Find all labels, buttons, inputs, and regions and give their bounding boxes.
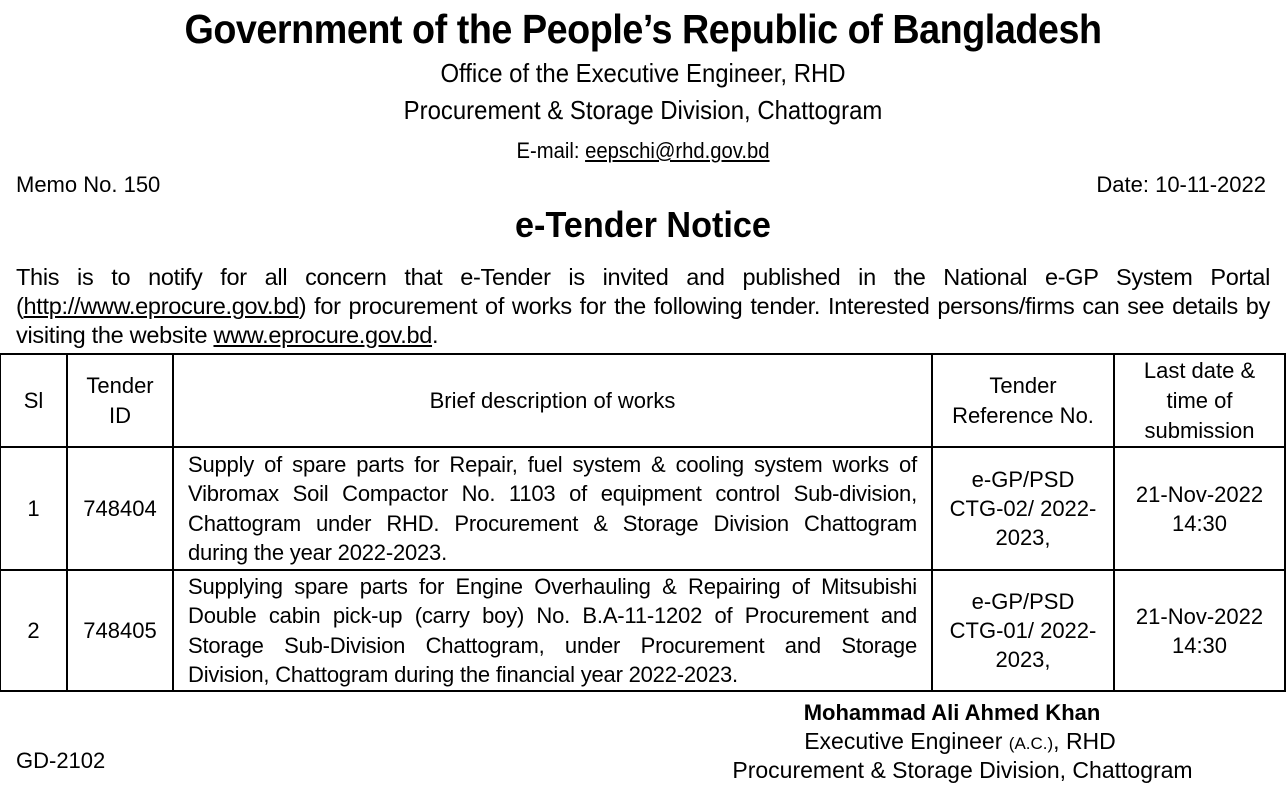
header-description: Brief description of works — [173, 354, 932, 447]
row-last-date: 21-Nov-2022 14:30 — [1114, 447, 1285, 570]
row-sl: 2 — [0, 570, 67, 691]
row-description: Supply of spare parts for Repair, fuel system & cooling system works of Vibromax Soil Compactor No. 1103 of equipment control Sub-division, Chattogram under RHD. Procurement & Storage Division Chattogram during the year 2022-2023. — [173, 447, 932, 570]
signatory-name: Mohammad Ali Ahmed Khan — [803, 700, 1101, 725]
header-reference: Tender Reference No. — [932, 354, 1114, 447]
row-reference: e-GP/PSD CTG-02/ 2022- 2023, — [932, 447, 1114, 570]
gd-number: GD-2102 — [16, 748, 106, 773]
row-description: Supplying spare parts for Engine Overhauling & Repairing of Mitsubishi Double cabin pick-up (carry boy) No. B.A-11-1202 of Procurement and Storage Sub-Division Chattogram, under Procurement and Storage Division, Chattogram during the financial year 2022-2023. — [173, 570, 932, 691]
row-tender-id: 748405 — [67, 570, 173, 691]
notice-paragraph — [16, 263, 1270, 350]
eprocure-link-1[interactable]: http://www.eprocure.gov.bd — [23, 293, 299, 319]
tender-table — [0, 353, 1286, 692]
table-row — [0, 447, 1285, 570]
row-last-date: 21-Nov-2022 14:30 — [1114, 570, 1285, 691]
government-heading: Government of the People’s Republic of Bangladesh — [184, 6, 1102, 52]
row-tender-id: 748404 — [67, 447, 173, 570]
email-link[interactable]: eepschi@rhd.gov.bd — [585, 138, 770, 163]
header-last-date: Last date & time of submission — [1114, 354, 1285, 447]
notice-title: e-Tender Notice — [515, 204, 771, 245]
division-line: Procurement & Storage Division, Chattogram — [403, 95, 883, 125]
signatory-division: Procurement & Storage Division, Chattogram — [732, 757, 1193, 783]
email-line — [51, 138, 1234, 164]
row-sl: 1 — [0, 447, 67, 570]
header-tender-id: Tender ID — [67, 354, 173, 447]
memo-number: Memo No. 150 — [16, 172, 161, 197]
table-row — [0, 570, 1285, 691]
header-sl: Sl — [0, 354, 67, 447]
row-reference: e-GP/PSD CTG-01/ 2022- 2023, — [932, 570, 1114, 691]
eprocure-link-2[interactable]: www.eprocure.gov.bd — [213, 322, 433, 348]
table-header-row — [0, 354, 1285, 447]
email-label: E-mail: — [516, 138, 586, 163]
signatory-title: Executive Engineer (A.C.), RHD — [804, 728, 1116, 754]
paragraph-text-3: . — [432, 322, 439, 348]
notice-date: Date: 10-11-2022 — [1096, 172, 1266, 197]
paragraph-text-2: ) for procurement of works for the following tender. Interested persons/firms can see details by visiting the website — [16, 293, 1270, 348]
office-line: Office of the Executive Engineer, RHD — [440, 58, 846, 88]
paragraph-text-1: This is to notify for all concern that e-Tender is invited and published in the National e-GP System Portal ( — [16, 264, 1270, 319]
